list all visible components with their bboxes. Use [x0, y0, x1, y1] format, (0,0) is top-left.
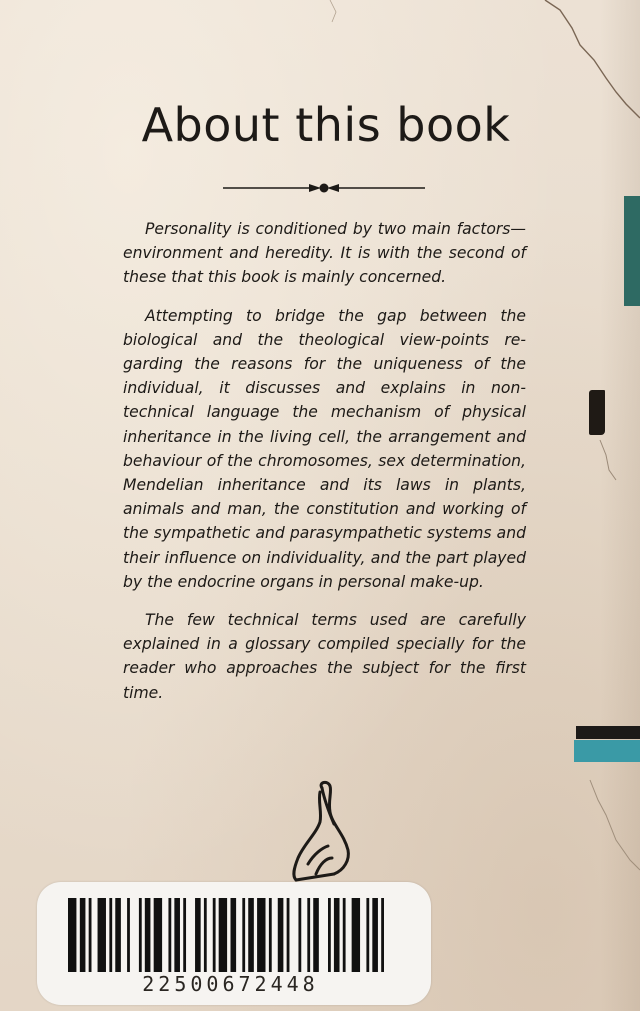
- description-paragraph-3: The few technical terms used are carefully explained in a glossary compiled specially for the reader who approaches the subject for the first time.: [123, 611, 526, 702]
- barcode-icon: [68, 898, 393, 974]
- barcode-number: 22500672448: [142, 972, 319, 996]
- pelican-icon: [288, 778, 358, 884]
- page-title: About this book: [141, 98, 511, 152]
- description-paragraph-2: Attempting to bridge the gap between the biological and the theological view-points regarding the reasons for the uniqueness of the individual, it discusses and explains in non-technical language the mechanism of physical inheritance in the living cell, the arrangement and behaviour of the chromosomes, sex determination, Mendelian inheritance and its laws in plants, animals and man, the constitution and working of the sympathetic and parasympathetic systems and their influence on individuality, and the part played by the endocrine organs in personal make-up.: [123, 306, 526, 591]
- book-description: [123, 217, 526, 719]
- description-paragraph-1: Personality is conditioned by two main factors—environment and heredity. It is with the second of these that this book is mainly concerned.: [123, 220, 526, 287]
- ornament-divider: [223, 180, 425, 196]
